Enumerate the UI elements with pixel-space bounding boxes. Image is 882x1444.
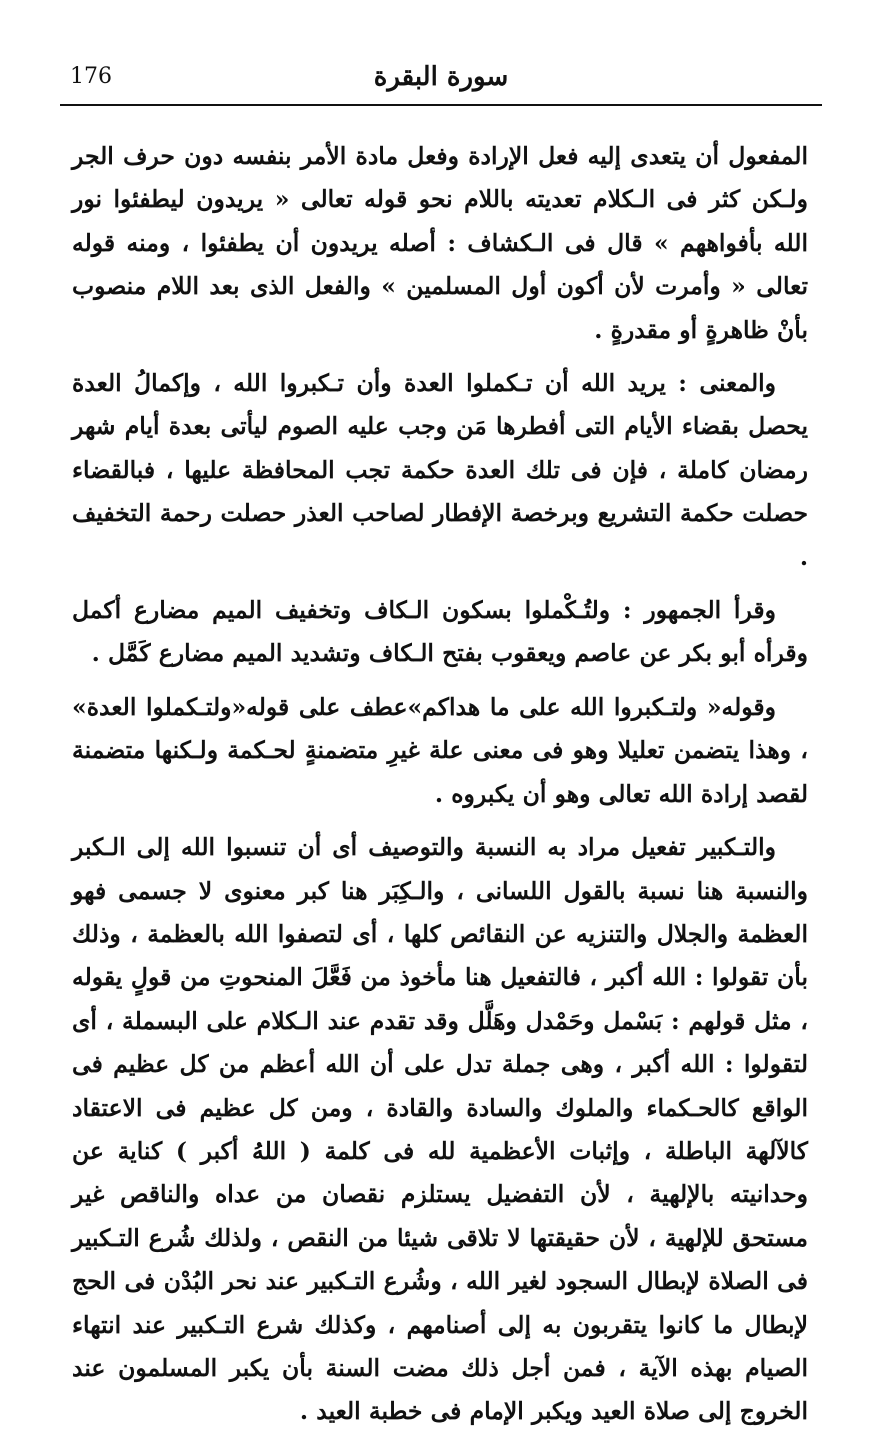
page-number: 176 [70,64,112,89]
paragraph-4: وقوله« ولتـكبروا الله على ما هداكم»عطف على قوله«ولتـكملوا العدة» ، وهذا يتضمن تعليلا وهو فى معنى علة غيرِ متضمنةٍ لحـكمة ولـكنها متضمنة لقصد إرادة الله تعالى وهو أن يكبروه . [72,692,808,808]
paragraph-5: والتـكبير تفعيل مراد به النسبة والتوصيف أى أن تنسبوا الله إلى الـكبر والنسبة هنا نسبة بالقول اللسانى ، والـكِبَر هنا كبر معنوى لا جسمى فهو العظمة والجلال والتنزيه عن النقائص كلها ، أى لتصفوا الله بالعظمة ، وذلك بأن تقولوا : الله أكبر ، فالتفعيل هنا مأخوذ من فَعَّلَ المنحوتِ من قولٍ يقوله ، مثل قولهم : بَسْمل وحَمْدل وهَلَّل وقد تقدم عند الـكلام على البسملة ، أى لتقولوا : الله أكبر ، وهى جملة تدل على أن الله أعظم من كل عظيم فى الواقع كالحـكماء والملوك والسادة والقادة ، ومن كل عظيم فى الاعتقاد كالآلهة الباطلة ، وإثبات الأعظمية لله فى كلمة ( اللهُ أكبر ) كناية عن وحدانيته بالإلهية ، لأن التفضيل يستلزم نقصان من عداه والناقص غير مستحق للإلهية ، لأن حقيقتها لا تلاقى شيئا من النقص ، ولذلك شُرع التـكبير فى الصلاة لإبطال السجود لغير الله ، وشُرع التـكبير عند نحر البُدْن فى الحج لإبطال ما كانوا يتقربون به إلى أصنامهم ، وكذلك شرع التـكبير عند انتهاء الصيام بهذه الآية ، فمن أجل ذلك مضت السنة بأن يكبر المسلمون عند الخروج إلى صلاة العيد ويكبر الإمام فى خطبة العيد . [72,833,808,1426]
paragraph-2: والمعنى : يريد الله أن تـكملوا العدة وأن تـكبروا الله ، وإكمالُ العدة يحصل بقضاء الأيام التى أفطرها مَن وجب عليه الصوم ليأتى بعدة أيام شهر رمضان كاملة ، فإن فى تلك العدة حكمة تجب المحافظة عليها ، فبالقضاء حصلت حكمة التشريع وبرخصة الإفطار لصاحب العذر حصلت رحمة التخفيف . [72,369,808,571]
paragraph-3: وقرأ الجمهور : ولتُـكْملوا بسكون الـكاف وتخفيف الميم مضارع أكمل وقرأه أبو بكر عن عاصم ويعقوب بفتح الـكاف وتشديد الميم مضارع كَمَّل . [72,596,808,668]
page-header [62,62,820,102]
header-divider [60,104,822,106]
running-title: سورة البقرة [373,62,509,92]
paragraph-1: المفعول أن يتعدى إليه فعل الإرادة وفعل مادة الأمر بنفسه دون حرف الجر ولـكن كثر فى الـكلام تعديته باللام نحو قوله تعالى « يريدون ليطفئوا نور الله بأفواههم » قال فى الـكشاف : أصله يريدون أن يطفئوا ، ومنه قوله تعالى « وأمرت لأن أكون أول المسلمين » والفعل الذى بعد اللام منصوب بأنْ ظاهرةٍ أو مقدرةٍ . [72,142,808,344]
body-text [72,135,808,1444]
